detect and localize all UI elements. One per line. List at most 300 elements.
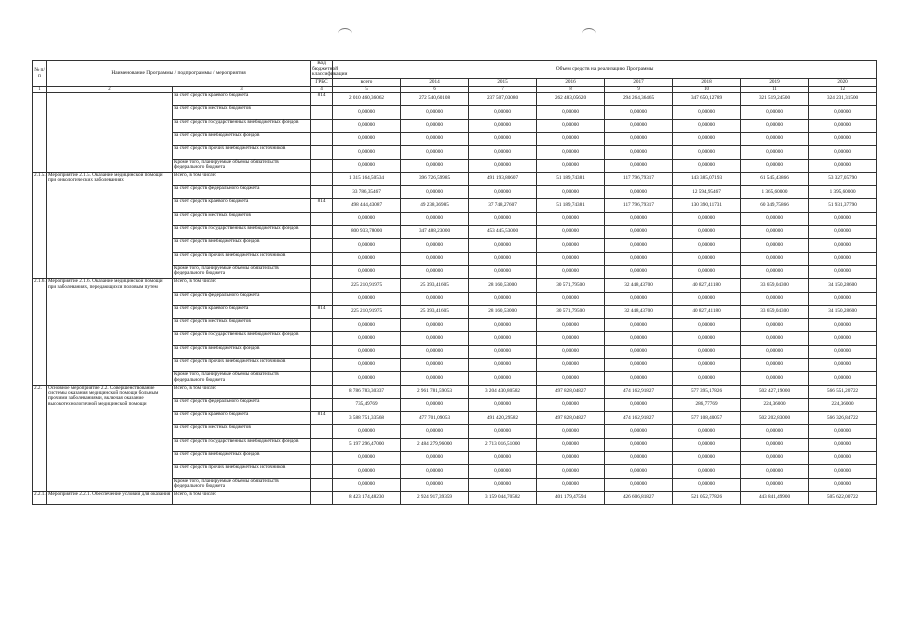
- amount-cell: 0,00000: [605, 465, 673, 478]
- amount-cell: 521 052,77826: [673, 491, 741, 504]
- grbs-code: [311, 319, 333, 332]
- amount-cell: 0,00000: [401, 159, 469, 172]
- amount-cell: 1 365,60000: [741, 186, 809, 199]
- amount-cell: 0,00000: [741, 478, 809, 491]
- amount-cell: 51 189,74381: [537, 172, 605, 185]
- amount-cell: 0,00000: [741, 265, 809, 278]
- amount-cell: 0,00000: [333, 252, 401, 265]
- item-number: 2.2.: [33, 385, 47, 491]
- grbs-code: [311, 358, 333, 371]
- item-number: 2.1.6.: [33, 279, 47, 385]
- amount-cell: 0,00000: [741, 119, 809, 132]
- amount-cell: 0,00000: [333, 106, 401, 119]
- amount-cell: 2 010 460,36062: [333, 93, 401, 106]
- amount-cell: 0,00000: [469, 132, 537, 145]
- grbs-code: 814: [311, 305, 333, 318]
- amount-cell: 0,00000: [537, 292, 605, 305]
- amount-cell: 0,00000: [537, 345, 605, 358]
- amount-cell: 0,00000: [809, 146, 877, 159]
- amount-cell: 0,00000: [401, 358, 469, 371]
- amount-cell: 0,00000: [741, 465, 809, 478]
- amount-cell: 0,00000: [401, 478, 469, 491]
- amount-cell: 0,00000: [537, 186, 605, 199]
- funding-source-label: за счет средств прочих внебюджетных источников: [173, 358, 311, 371]
- amount-cell: 0,00000: [537, 119, 605, 132]
- amount-cell: 32 448,43700: [605, 305, 673, 318]
- funding-source-label: Кроме того, планируемые объемы обязательств федерального бюджета: [173, 372, 311, 385]
- amount-cell: 28 160,53000: [469, 305, 537, 318]
- amount-cell: 0,00000: [401, 186, 469, 199]
- funding-source-label: за счет средств внебюджетных фондов: [173, 452, 311, 465]
- amount-cell: 0,00000: [537, 212, 605, 225]
- amount-cell: 0,00000: [401, 319, 469, 332]
- amount-cell: 505 622,00722: [809, 491, 877, 504]
- amount-cell: 443 841,49900: [741, 491, 809, 504]
- item-number: 2.2.1.: [33, 491, 47, 504]
- amount-cell: 0,00000: [741, 319, 809, 332]
- header-year-2020: 2020: [809, 79, 877, 87]
- amount-cell: 61 545,43866: [741, 172, 809, 185]
- amount-cell: 0,00000: [741, 146, 809, 159]
- amount-cell: 0,00000: [809, 159, 877, 172]
- funding-source-label: Всего, в том числе:: [173, 385, 311, 398]
- amount-cell: 0,00000: [469, 345, 537, 358]
- amount-cell: 0,00000: [537, 265, 605, 278]
- funding-source-label: за счет средств краевого бюджета: [173, 199, 311, 212]
- amount-cell: 0,00000: [469, 372, 537, 385]
- amount-cell: 0,00000: [333, 146, 401, 159]
- amount-cell: 117 796,79317: [605, 172, 673, 185]
- amount-cell: 0,00000: [741, 212, 809, 225]
- grbs-code: [311, 438, 333, 451]
- grbs-code: [311, 372, 333, 385]
- amount-cell: 224,36000: [741, 398, 809, 411]
- item-name: Мероприятие 2.1.5. Оказание медицинской помощи при онкологических заболеваниях: [47, 172, 173, 278]
- amount-cell: 0,00000: [401, 465, 469, 478]
- amount-cell: 51 189,74381: [537, 199, 605, 212]
- amount-cell: 0,00000: [333, 358, 401, 371]
- amount-cell: 28 160,53000: [469, 279, 537, 292]
- column-index: 4: [311, 87, 333, 93]
- amount-cell: 0,00000: [809, 358, 877, 371]
- amount-cell: 0,00000: [537, 159, 605, 172]
- amount-cell: 3 204 430,80582: [469, 385, 537, 398]
- header-year-2018: 2018: [673, 79, 741, 87]
- grbs-code: 814: [311, 412, 333, 425]
- amount-cell: 0,00000: [537, 358, 605, 371]
- grbs-code: [311, 398, 333, 411]
- amount-cell: 0,00000: [605, 425, 673, 438]
- amount-cell: 0,00000: [673, 252, 741, 265]
- amount-cell: 0,00000: [809, 132, 877, 145]
- amount-cell: 0,00000: [673, 452, 741, 465]
- funding-source-label: за счет средств федерального бюджета: [173, 292, 311, 305]
- amount-cell: 0,00000: [673, 292, 741, 305]
- funding-source-label: за счет средств местных бюджетов: [173, 425, 311, 438]
- amount-cell: 30 571,79500: [537, 279, 605, 292]
- amount-cell: 0,00000: [537, 332, 605, 345]
- grbs-code: [311, 425, 333, 438]
- grbs-code: [311, 226, 333, 239]
- funding-source-label: Кроме того, планируемые объемы обязательств федерального бюджета: [173, 478, 311, 491]
- amount-cell: 0,00000: [333, 465, 401, 478]
- column-index: 6: [401, 87, 469, 93]
- grbs-code: [311, 239, 333, 252]
- amount-cell: 0,00000: [741, 438, 809, 451]
- amount-cell: 0,00000: [741, 132, 809, 145]
- amount-cell: 0,00000: [809, 106, 877, 119]
- amount-cell: 33 659,04300: [741, 305, 809, 318]
- funding-source-label: Кроме того, планируемые объемы обязательств федерального бюджета: [173, 265, 311, 278]
- amount-cell: 324 231,31500: [809, 93, 877, 106]
- amount-cell: 566 551,20722: [809, 385, 877, 398]
- amount-cell: 0,00000: [605, 132, 673, 145]
- amount-cell: 0,00000: [673, 146, 741, 159]
- header-year-2014: 2014: [401, 79, 469, 87]
- header-grbs: ГРБС: [311, 79, 333, 87]
- column-index: 5: [333, 87, 401, 93]
- amount-cell: 130 390,11731: [673, 199, 741, 212]
- amount-cell: 1 395,60000: [809, 186, 877, 199]
- amount-cell: 12 594,95467: [673, 186, 741, 199]
- table-row: [33, 279, 877, 292]
- amount-cell: 0,00000: [333, 345, 401, 358]
- amount-cell: 0,00000: [537, 438, 605, 451]
- amount-cell: 5 197 296,47000: [333, 438, 401, 451]
- grbs-code: [311, 491, 333, 504]
- amount-cell: 0,00000: [401, 398, 469, 411]
- column-index: 2: [47, 87, 173, 93]
- amount-cell: 498 444,43087: [333, 199, 401, 212]
- amount-cell: 0,00000: [469, 332, 537, 345]
- column-index: 11: [741, 87, 809, 93]
- amount-cell: 0,00000: [605, 226, 673, 239]
- amount-cell: 0,00000: [741, 372, 809, 385]
- funding-source-label: за счет средств местных бюджетов: [173, 212, 311, 225]
- amount-cell: 0,00000: [401, 239, 469, 252]
- table-header: [33, 61, 877, 93]
- amount-cell: 0,00000: [537, 465, 605, 478]
- funding-source-label: за счет средств местных бюджетов: [173, 106, 311, 119]
- amount-cell: 0,00000: [469, 358, 537, 371]
- amount-cell: 0,00000: [741, 425, 809, 438]
- amount-cell: 2 484 279,96000: [401, 438, 469, 451]
- amount-cell: 0,00000: [333, 119, 401, 132]
- amount-cell: 3 159 044,70582: [469, 491, 537, 504]
- amount-cell: 0,00000: [401, 372, 469, 385]
- amount-cell: 0,00000: [537, 239, 605, 252]
- amount-cell: 0,00000: [333, 159, 401, 172]
- grbs-code: 814: [311, 199, 333, 212]
- amount-cell: 0,00000: [809, 239, 877, 252]
- amount-cell: 0,00000: [673, 159, 741, 172]
- amount-cell: 0,00000: [741, 332, 809, 345]
- amount-cell: 502 202,83000: [741, 412, 809, 425]
- amount-cell: 0,00000: [605, 358, 673, 371]
- budget-table: [32, 60, 877, 505]
- amount-cell: 0,00000: [537, 452, 605, 465]
- amount-cell: 0,00000: [401, 212, 469, 225]
- amount-cell: 0,00000: [809, 478, 877, 491]
- header-volume: Объем средств на реализацию Программы: [333, 61, 877, 79]
- amount-cell: 0,00000: [469, 212, 537, 225]
- amount-cell: 2 924 917,39359: [401, 491, 469, 504]
- amount-cell: 0,00000: [469, 106, 537, 119]
- amount-cell: 0,00000: [537, 372, 605, 385]
- amount-cell: 426 606,81827: [605, 491, 673, 504]
- amount-cell: 0,00000: [537, 106, 605, 119]
- grbs-code: [311, 279, 333, 292]
- amount-cell: 0,00000: [333, 332, 401, 345]
- amount-cell: 0,00000: [673, 226, 741, 239]
- amount-cell: 0,00000: [673, 465, 741, 478]
- grbs-code: [311, 172, 333, 185]
- amount-cell: 0,00000: [537, 319, 605, 332]
- amount-cell: 0,00000: [333, 319, 401, 332]
- amount-cell: 0,00000: [333, 239, 401, 252]
- header-year-2019: 2019: [741, 79, 809, 87]
- table-body: [33, 93, 877, 505]
- grbs-code: [311, 465, 333, 478]
- amount-cell: 0,00000: [333, 132, 401, 145]
- column-index: 9: [605, 87, 673, 93]
- amount-cell: 0,00000: [469, 398, 537, 411]
- amount-cell: 0,00000: [401, 452, 469, 465]
- amount-cell: 40 827,41180: [673, 279, 741, 292]
- table-row: [33, 172, 877, 185]
- amount-cell: 0,00000: [809, 119, 877, 132]
- item-number: 2.1.5.: [33, 172, 47, 278]
- amount-cell: 0,00000: [469, 478, 537, 491]
- header-year-2016: 2016: [537, 79, 605, 87]
- grbs-code: [311, 132, 333, 145]
- amount-cell: 0,00000: [741, 358, 809, 371]
- amount-cell: 0,00000: [605, 252, 673, 265]
- amount-cell: 0,00000: [469, 425, 537, 438]
- amount-cell: 0,00000: [401, 252, 469, 265]
- amount-cell: 0,00000: [537, 132, 605, 145]
- funding-source-label: Всего, в том числе:: [173, 491, 311, 504]
- table-row: [33, 385, 877, 398]
- grbs-code: [311, 332, 333, 345]
- header-year-total: всего: [333, 79, 401, 87]
- amount-cell: 0,00000: [673, 478, 741, 491]
- funding-source-label: за счет средств государственных внебюджетных фондов: [173, 226, 311, 239]
- amount-cell: 143 385,07193: [673, 172, 741, 185]
- amount-cell: 0,00000: [333, 372, 401, 385]
- amount-cell: 474 162,91827: [605, 385, 673, 398]
- column-index: 12: [809, 87, 877, 93]
- amount-cell: 0,00000: [537, 478, 605, 491]
- amount-cell: 0,00000: [401, 345, 469, 358]
- amount-cell: 474 162,91827: [605, 412, 673, 425]
- amount-cell: 53 327,05790: [809, 172, 877, 185]
- item-name: Мероприятие 2.1.6. Оказание медицинской помощи при заболеваниях, передающихся половым путем: [47, 279, 173, 385]
- amount-cell: 0,00000: [605, 239, 673, 252]
- amount-cell: 566 326,84722: [809, 412, 877, 425]
- amount-cell: 0,00000: [673, 372, 741, 385]
- amount-cell: 0,00000: [809, 425, 877, 438]
- funding-source-label: за счет средств внебюджетных фондов: [173, 239, 311, 252]
- amount-cell: 0,00000: [401, 132, 469, 145]
- amount-cell: 477 701,09053: [401, 412, 469, 425]
- amount-cell: 577 108,40057: [673, 412, 741, 425]
- amount-cell: 0,00000: [809, 212, 877, 225]
- amount-cell: 34 150,28600: [809, 305, 877, 318]
- amount-cell: 0,00000: [673, 319, 741, 332]
- amount-cell: 0,00000: [605, 159, 673, 172]
- amount-cell: 2 713 016,51000: [469, 438, 537, 451]
- amount-cell: 0,00000: [741, 452, 809, 465]
- amount-cell: 33 786,35467: [333, 186, 401, 199]
- amount-cell: 0,00000: [605, 332, 673, 345]
- amount-cell: 0,00000: [809, 252, 877, 265]
- funding-source-label: за счет средств федерального бюджета: [173, 398, 311, 411]
- amount-cell: 0,00000: [605, 106, 673, 119]
- amount-cell: 0,00000: [605, 372, 673, 385]
- amount-cell: 25 393,41605: [401, 279, 469, 292]
- grbs-code: 814: [311, 93, 333, 106]
- amount-cell: 0,00000: [469, 146, 537, 159]
- amount-cell: 33 659,04300: [741, 279, 809, 292]
- funding-source-label: за счет средств местных бюджетов: [173, 319, 311, 332]
- amount-cell: 0,00000: [673, 438, 741, 451]
- amount-cell: 0,00000: [673, 332, 741, 345]
- amount-cell: 49 238,36985: [401, 199, 469, 212]
- table-row: [33, 491, 877, 504]
- funding-source-label: за счет средств федерального бюджета: [173, 186, 311, 199]
- amount-cell: 0,00000: [605, 438, 673, 451]
- amount-cell: 0,00000: [809, 345, 877, 358]
- funding-source-label: за счет средств краевого бюджета: [173, 305, 311, 318]
- amount-cell: 262 483,05620: [537, 93, 605, 106]
- amount-cell: 0,00000: [537, 398, 605, 411]
- header-num: № п/п: [33, 61, 47, 87]
- amount-cell: 0,00000: [469, 319, 537, 332]
- amount-cell: 0,00000: [401, 265, 469, 278]
- amount-cell: 0,00000: [673, 425, 741, 438]
- amount-cell: 0,00000: [469, 292, 537, 305]
- amount-cell: 30 571,79500: [537, 305, 605, 318]
- amount-cell: 8 786 783,30337: [333, 385, 401, 398]
- amount-cell: 34 150,28600: [809, 279, 877, 292]
- amount-cell: 0,00000: [605, 319, 673, 332]
- header-kbk: Код бюджетной классификации: [312, 60, 348, 78]
- column-index: 3: [173, 87, 311, 93]
- amount-cell: 800 933,78000: [333, 226, 401, 239]
- amount-cell: 0,00000: [605, 478, 673, 491]
- amount-cell: 0,00000: [333, 265, 401, 278]
- amount-cell: 32 448,43700: [605, 279, 673, 292]
- amount-cell: 0,00000: [809, 465, 877, 478]
- amount-cell: 502 427,19000: [741, 385, 809, 398]
- amount-cell: 0,00000: [401, 425, 469, 438]
- amount-cell: 0,00000: [469, 252, 537, 265]
- amount-cell: 0,00000: [469, 119, 537, 132]
- funding-source-label: за счет средств прочих внебюджетных источников: [173, 146, 311, 159]
- amount-cell: 401 179,47594: [537, 491, 605, 504]
- column-index: 10: [673, 87, 741, 93]
- amount-cell: 0,00000: [605, 119, 673, 132]
- funding-source-label: за счет средств краевого бюджета: [173, 412, 311, 425]
- grbs-code: [311, 212, 333, 225]
- amount-cell: 0,00000: [741, 159, 809, 172]
- amount-cell: 0,00000: [333, 212, 401, 225]
- grbs-code: [311, 186, 333, 199]
- amount-cell: 0,00000: [401, 106, 469, 119]
- amount-cell: 2 961 781,59053: [401, 385, 469, 398]
- funding-source-label: за счет средств внебюджетных фондов: [173, 132, 311, 145]
- amount-cell: 0,00000: [673, 212, 741, 225]
- amount-cell: 1 315 164,50534: [333, 172, 401, 185]
- grbs-code: [311, 106, 333, 119]
- amount-cell: 0,00000: [537, 252, 605, 265]
- amount-cell: 0,00000: [809, 292, 877, 305]
- amount-cell: 321 519,24500: [741, 93, 809, 106]
- amount-cell: 0,00000: [401, 146, 469, 159]
- amount-cell: 0,00000: [673, 106, 741, 119]
- amount-cell: 51 931,37790: [809, 199, 877, 212]
- amount-cell: 396 726,59985: [401, 172, 469, 185]
- amount-cell: 0,00000: [741, 252, 809, 265]
- scan-mark-left: [338, 28, 352, 39]
- amount-cell: 0,00000: [741, 292, 809, 305]
- amount-cell: 237 507,03080: [469, 93, 537, 106]
- funding-source-label: за счет средств внебюджетных фондов: [173, 345, 311, 358]
- amount-cell: 577 395,17826: [673, 385, 741, 398]
- amount-cell: 0,00000: [673, 358, 741, 371]
- amount-cell: 3 588 751,33568: [333, 412, 401, 425]
- amount-cell: 0,00000: [741, 345, 809, 358]
- amount-cell: 0,00000: [401, 292, 469, 305]
- amount-cell: 117 796,79317: [605, 199, 673, 212]
- item-name: [47, 93, 173, 173]
- table-row: [33, 93, 877, 106]
- item-name: Мероприятие 2.2.1. Обеспечение условий для оказания: [47, 491, 173, 504]
- amount-cell: 0,00000: [741, 106, 809, 119]
- amount-cell: 0,00000: [605, 452, 673, 465]
- amount-cell: 25 393,41605: [401, 305, 469, 318]
- header-year-2017: 2017: [605, 79, 673, 87]
- scan-mark-right: [582, 28, 596, 39]
- funding-source-label: за счет средств государственных внебюджетных фондов: [173, 119, 311, 132]
- amount-cell: 497 828,04827: [537, 385, 605, 398]
- amount-cell: 224,36000: [809, 398, 877, 411]
- amount-cell: 294 264,36465: [605, 93, 673, 106]
- funding-source-label: за счет средств прочих внебюджетных источников: [173, 465, 311, 478]
- amount-cell: 0,00000: [537, 146, 605, 159]
- column-index: 7: [469, 87, 537, 93]
- amount-cell: 0,00000: [605, 146, 673, 159]
- grbs-code: [311, 345, 333, 358]
- amount-cell: 0,00000: [333, 452, 401, 465]
- amount-cell: 0,00000: [469, 452, 537, 465]
- amount-cell: 0,00000: [673, 265, 741, 278]
- amount-cell: 0,00000: [809, 372, 877, 385]
- funding-source-label: Кроме того, планируемые объемы обязательств федерального бюджета: [173, 159, 311, 172]
- grbs-code: [311, 265, 333, 278]
- amount-cell: 0,00000: [605, 398, 673, 411]
- amount-cell: 347 650,12789: [673, 93, 741, 106]
- amount-cell: 0,00000: [537, 226, 605, 239]
- amount-cell: 0,00000: [809, 319, 877, 332]
- amount-cell: 0,00000: [333, 478, 401, 491]
- column-index: 8: [537, 87, 605, 93]
- header-name: Наименование Программы / подпрограммы / мероприятия: [47, 61, 311, 87]
- amount-cell: 0,00000: [605, 345, 673, 358]
- column-index: 1: [33, 87, 47, 93]
- item-name: Основное мероприятие 2.2. Совершенствование системы оказания медицинской помощи больным прочими заболеваниями, включая оказание высокотехнологичной медицинской помощи: [47, 385, 173, 491]
